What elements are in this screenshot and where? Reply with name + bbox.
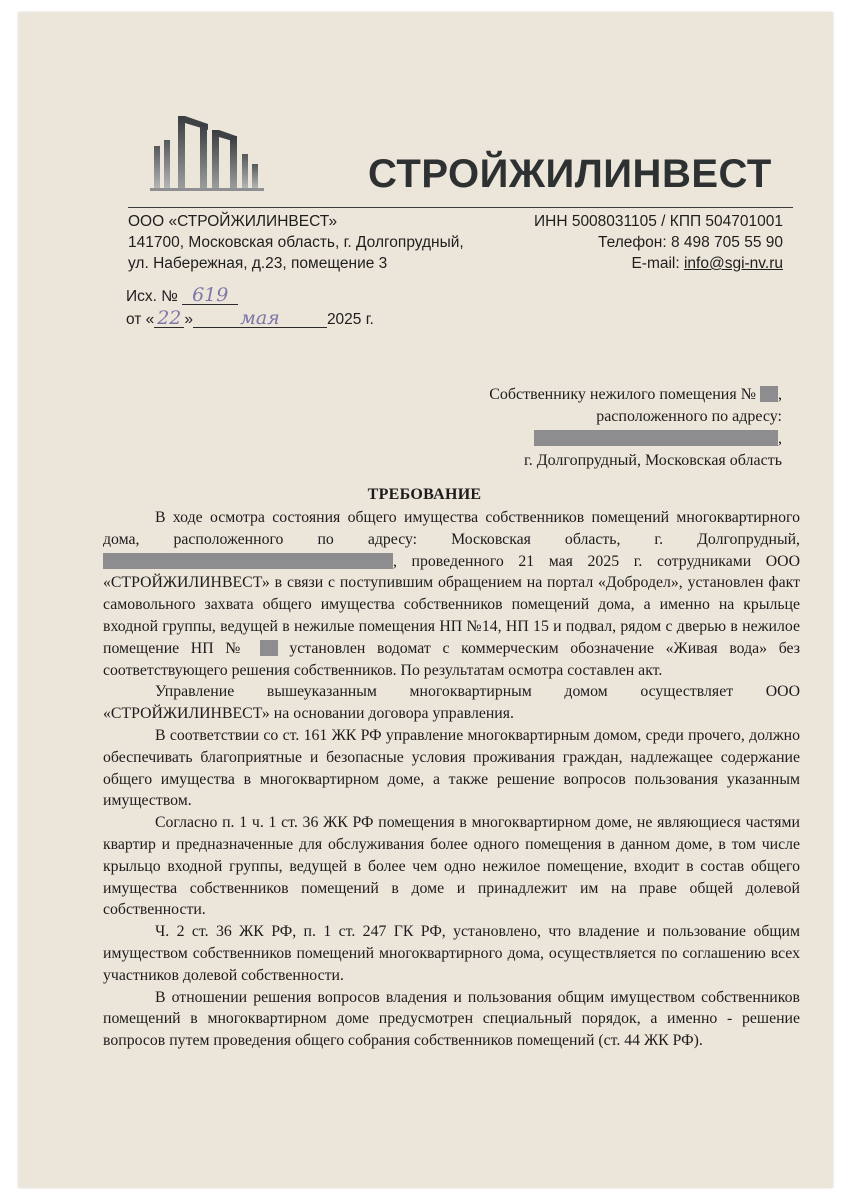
company-name: ООО «СТРОЙЖИЛИНВЕСТ» — [128, 213, 338, 230]
addressee-line3 — [489, 428, 782, 450]
date-mid: » — [184, 311, 193, 328]
outgoing-number-block — [126, 285, 374, 331]
date-prefix: от « — [126, 311, 155, 328]
redacted-np-number — [260, 640, 278, 656]
brand-name: СТРОЙЖИЛИНВЕСТ — [368, 152, 772, 196]
paragraph-1-part-b: , проведенного 21 мая 2025 г. сотрудниками ООО «СТРОЙЖИЛИНВЕСТ» в связи с поступившим обращением на портал «Добродел», установлен факт самовольного захвата общего имущества собственников помещений дома, а именно на крыльце входной группы, ведущей в нежилые помещения НП №14, НП 15 и подвал, рядом с дверью в нежилое помещение НП № — [103, 552, 800, 657]
paragraph-4: Согласно п. 1 ч. 1 ст. 36 ЖК РФ помещения в многоквартирном доме, не являющиеся частями квартир и предназначенные для обслуживания более одного помещения в данном доме, в том числе крыльцо входной группы, ведущей в более чем одно нежилое помещение, входит в состав общего имущества собственников помещений в доме и принадлежит им на праве общей долевой собственности. — [103, 814, 800, 919]
addressee-line1 — [489, 384, 782, 406]
outgoing-number-label: Исх. № — [126, 288, 178, 305]
outgoing-number-value: 619 — [182, 286, 238, 305]
company-logo — [150, 110, 266, 192]
company-address-line1: 141700, Московская область, г. Долгопрудный, — [128, 234, 464, 251]
addressee-line2: расположенного по адресу: — [596, 408, 782, 425]
company-contacts — [534, 211, 783, 274]
paragraph-1-part-c: установлен водомат с коммерческим обозначение «Живая вода» без соответствующего решения собственников. По результатам осмотра составлен акт. — [103, 639, 800, 679]
redacted-room-number — [760, 386, 778, 402]
addressee-line1-end: , — [778, 386, 782, 403]
outgoing-date-line — [126, 308, 374, 331]
company-address-line2: ул. Набережная, д.23, помещение 3 — [128, 255, 388, 272]
paragraph-1 — [103, 507, 800, 681]
addressee-block — [489, 384, 782, 472]
email-line — [534, 253, 783, 274]
redacted-address — [534, 430, 778, 446]
date-month: мая — [193, 309, 327, 328]
header-divider — [128, 207, 793, 208]
paragraph-6: В отношении решения вопросов владения и пользования общим имуществом собственников помещений в многоквартирном доме предусмотрен специальный порядок, а именно - решение вопросов путем проведения общего собрания собственников помещений (ст. 44 ЖК РФ). — [103, 988, 800, 1050]
document-title: ТРЕБОВАНИЕ — [367, 486, 482, 503]
paragraph-2: Управление вышеуказанным многоквартирным домом осуществляет ООО «СТРОЙЖИЛИНВЕСТ» на основании договора управления. — [103, 683, 800, 723]
redacted-inspection-address — [103, 553, 393, 569]
outgoing-number-line — [126, 285, 374, 308]
phone: Телефон: 8 498 705 55 90 — [598, 234, 783, 251]
inn-kpp: ИНН 5008031105 / КПП 504701001 — [533, 213, 783, 230]
addressee-line1-text: Собственнику нежилого помещения № — [489, 386, 756, 403]
email-label: E-mail: — [631, 255, 684, 272]
email-link[interactable]: info@sgi-nv.ru — [683, 255, 783, 272]
document-body — [103, 507, 800, 1052]
addressee-line4: г. Долгопрудный, Московская область — [523, 452, 782, 469]
paragraph-5: Ч. 2 ст. 36 ЖК РФ, п. 1 ст. 247 ГК РФ, установлено, что владение и пользование общим имуществом собственников помещений многоквартирного дома, осуществляется по соглашению всех участников долевой собственности. — [103, 923, 800, 984]
paragraph-3: В соответствии со ст. 161 ЖК РФ управление многоквартирным домом, среди прочего, должно обеспечивать благоприятные и безопасные условия проживания граждан, надлежащее содержание общего имущества в многоквартирном доме, а также решение вопросов пользования указанным имуществом. — [103, 726, 800, 810]
date-year: 2025 г. — [326, 311, 374, 328]
company-details — [128, 211, 464, 274]
addressee-line3-end: , — [778, 430, 782, 447]
date-day: 22 — [154, 309, 184, 328]
paragraph-1-part-a: В ходе осмотра состояния общего имущества собственников помещений многоквартирного дома, расположенного по адресу: Московская область, г. Долгопрудный, — [103, 509, 800, 548]
